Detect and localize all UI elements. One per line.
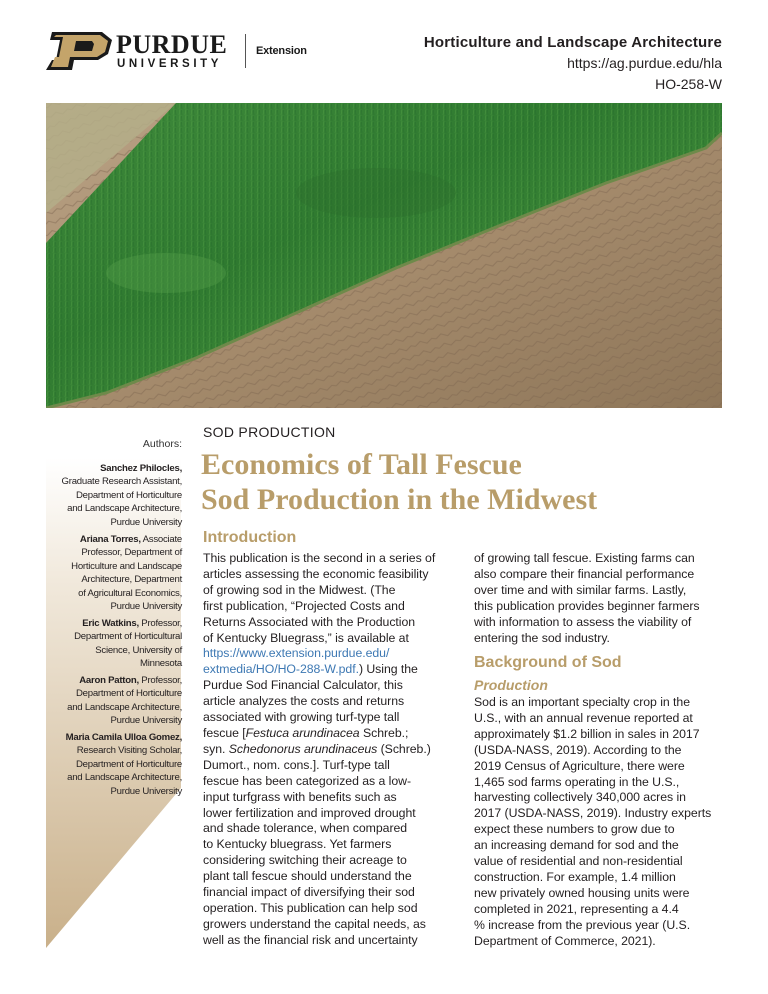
header-divider [245, 34, 246, 68]
author-name: Eric Watkins, [82, 618, 139, 629]
column-left: This publication is the second in a series of articles assessing the economic feasibility of growing sod in the Midwest. (The first publication, “Projected Costs and Returns Associated with the Production of Kentucky Bluegrass,” is available at https://www.extension.purdue.edu/ extmedia/HO/HO-288-W.pdf.) Using the Purdue Sod Financial Calculator, this article analyzes the costs and returns associated with growing turf-type tall fescue [Festuca arundinacea Schreb.; syn. Schedonorus arundinaceus (Schreb.) Dumort., nom. cons.]. Turf-type tall fescue has been categorized as a low- input turfgrass with benefits such as lower fertilization and improved drought and shade tolerance, when compared to Kentucky bluegrass. Yet farmers considering switching their acreage to plant tall fescue should understand the financial impact of diversifying their sod operation. This publication can help sod growers understand the capital needs, as well as the financial risk and uncertainty [203, 551, 436, 947]
column-right-body: Sod is an important specialty crop in the U.S., with an annual revenue reported at approximately $1.2 billion in sales in 2017 (USDA-NASS, 2019). According to the 2019 Census of Agriculture, there were 1,465 sod farms operating in the U.S., harvesting collectively 340,000 acres in 2017 (USDA-NASS, 2019). Industry experts expect these numbers to grow due to an increasing demand for sod and the value of residential and non-residential construction. For example, 1.4 million new privately owned housing units were completed in 2021, representing a 4.4 % increase from the previous year (U.S. Department of Commerce, 2021). [474, 695, 712, 948]
intro-heading: Introduction [203, 529, 297, 546]
author-name: Ariana Torres, [79, 534, 141, 545]
authors-heading: Authors: [142, 438, 182, 450]
author-block: Maria Camila Ulloa Gomez, Research Visiting Scholar, Department of Horticulture and Landscape Architecture, Purdue University [65, 732, 182, 797]
author-block: Sanchez Philocles, Graduate Research Assistant, Department of Horticulture and Landscape Architecture, Purdue University [61, 463, 182, 528]
publication-code: HO-258-W [655, 76, 722, 92]
article-title: Economics of Tall Fescue Sod Production in the Midwest [201, 448, 598, 516]
column-right: of growing tall fescue. Existing farms can also compare their financial performance over time and with similar farms. Lastly, this publication provides beginner farmers with information to assess the viability of entering the sod industry. [474, 551, 700, 645]
logo-subtitle: UNIVERSITY [117, 58, 223, 70]
department-url: https://ag.purdue.edu/hla [567, 55, 722, 71]
header-info [424, 33, 722, 95]
sod-photo [46, 103, 722, 408]
background-heading: Background of Sod [474, 654, 622, 671]
purdue-p-icon [46, 32, 112, 70]
extension-label: Extension [256, 45, 307, 57]
author-block: Eric Watkins, Professor, Department of Horticultural Science, University of Minnesota [74, 618, 182, 670]
department-name: Horticulture and Landscape Architecture [423, 34, 722, 51]
publication-link[interactable]: https://www.extension.purdue.edu/ [203, 646, 390, 661]
logo-wordmark: PURDUE [116, 30, 228, 59]
author-name: Sanchez Philocles, [100, 463, 182, 474]
section-kicker: SOD PRODUCTION [203, 424, 336, 440]
author-name: Maria Camila Ulloa Gomez, [65, 732, 182, 743]
author-name: Aaron Patton, [79, 675, 139, 686]
author-block: Aaron Patton, Professor, Department of Horticulture and Landscape Architecture, Purdue University [67, 675, 182, 727]
purdue-logo [46, 32, 286, 72]
publication-link[interactable]: extmedia/HO/HO-288-W.pdf. [203, 662, 359, 677]
production-subheading: Production [474, 677, 548, 693]
author-block: Ariana Torres, Associate Professor, Department of Horticulture and Landscape Architecture, Department of Agricultural Economics, Purdue University [71, 534, 182, 613]
